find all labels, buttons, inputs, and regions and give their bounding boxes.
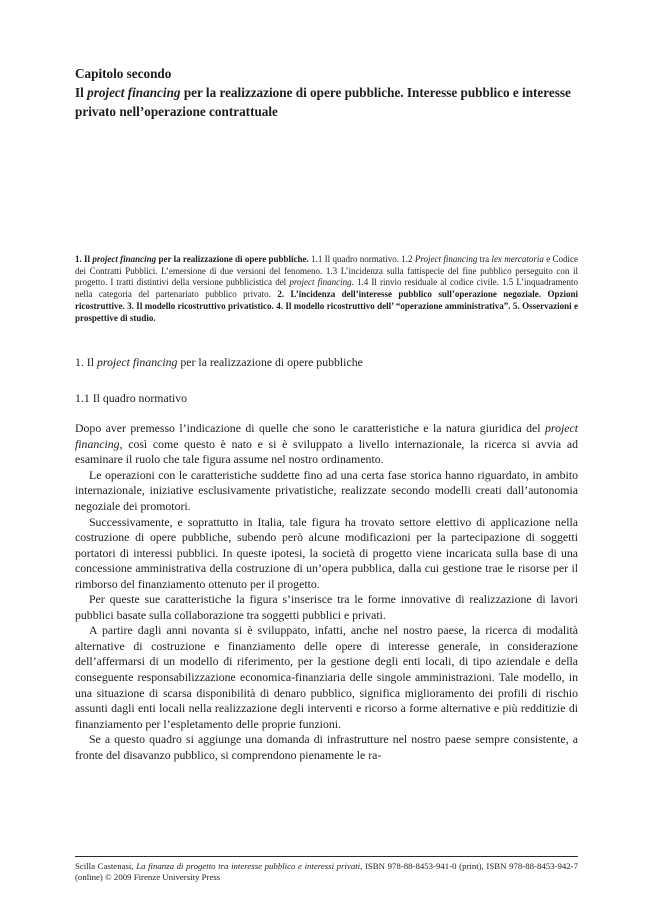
chapter-label: Capitolo secondo (75, 66, 172, 81)
chapter-abstract: 1. Il project financing per la realizzazione di opere pubbliche. 1.1 Il quadro normativo. 1.2 Project financing tra lex mercatoria e Codice dei Contratti Pubblici. L’emersione di due versioni del fenomeno. 1.3 L’incidenza sulla fattispecie del fine pubblico perseguito con il progetto. I tratti distintivi della versione pubblicistica del project financing. 1.4 Il rinvio residuale al codice civile. 1.5 L’inquadramento nella categoria del partenariato pubblico privato. 2. L’incidenza dell’interesse pubblico sull’operazione negoziale. Opzioni ricostruttive. 3. Il modello ricostruttivo privatistico. 4. Il modello ricostruttivo dell’ “operazione amministrativa”. 5. Osservazioni e prospettive di studio. (75, 254, 579, 323)
subsection-heading: 1.1 Il quadro normativo (75, 391, 188, 406)
body-paragraph: A partire dagli anni novanta si è sviluppato, infatti, anche nel nostro paese, la ricerca di modalità alternative di costruzione e finanziamento delle opere di interesse generale, in considerazione dell’affermarsi di un modello di riferimento, per la gestione degli enti locali, di tipo aziendale e della conseguente responsabilizzazione economica-finanziaria delle singole amministrazioni. Tale modello, in una situazione di scarsa disponibilità di denaro pubblico, significa miglioramento dei profili di rischio assunti dagli enti locali nella realizzazione degli interventi e ricorso a forme alternative e più redditizie di finanziamento per l’espletamento delle proprie funzioni. (75, 623, 578, 731)
body-paragraph: Dopo aver premesso l’indicazione di quelle che sono le caratteristiche e la natura giuridica del project financing, così come questo è nato e si è sviluppato a livello internazionale, la ricerca si avvia ad esaminare il ruolo che tale figura assume nel nostro ordinamento. (75, 421, 578, 467)
body-paragraph: Successivamente, e soprattutto in Italia, tale figura ha trovato settore elettivo di applicazione nella costruzione di opere pubbliche, subendo però alcune modificazioni per la partecipazione di soggetti portatori di interessi pubblici. In queste ipotesi, la società di progetto viene incaricata sulla base di una concessione amministrativa della costruzione di un’opera pubblica, dalla cui gestione trae le risorse per il rimborso del finanziamento ottenuto per il progetto. (75, 514, 578, 591)
body-paragraph: Se a questo quadro si aggiunge una domanda di infrastrutture nel nostro paese sempre consistente, a fronte del disavanzo pubblico, si comprendono pienamente le ra- (75, 732, 578, 762)
body-paragraph: Le operazioni con le caratteristiche suddette fino ad una certa fase storica hanno riguardato, in ambito internazionale, iniziative esclusivamente privatistiche, realizzate secondo modelli creati dall’autonomia negoziale dei promotori. (75, 467, 578, 513)
footer-colophon: Scilla Castenasi, La finanza di progetto tra interesse pubblico e interessi privati, ISBN 978-88-8453-941-0 (print), ISBN 978-88-8453-942-7 (online) © 2009 Firenze University Press (75, 856, 578, 883)
body-paragraph: Per queste sue caratteristiche la figura s’inserisce tra le forme innovative di realizzazione di lavori pubblici basate sulla collaborazione tra soggetti pubblici e privati. (75, 592, 578, 622)
section-heading: 1. Il project financing per la realizzazione di opere pubbliche (75, 355, 363, 370)
body-text (75, 421, 578, 763)
chapter-title: Il project financing per la realizzazione di opere pubbliche. Interesse pubblico e interesse privato nell’operazione contrattuale (75, 85, 571, 119)
page-content (75, 64, 578, 763)
